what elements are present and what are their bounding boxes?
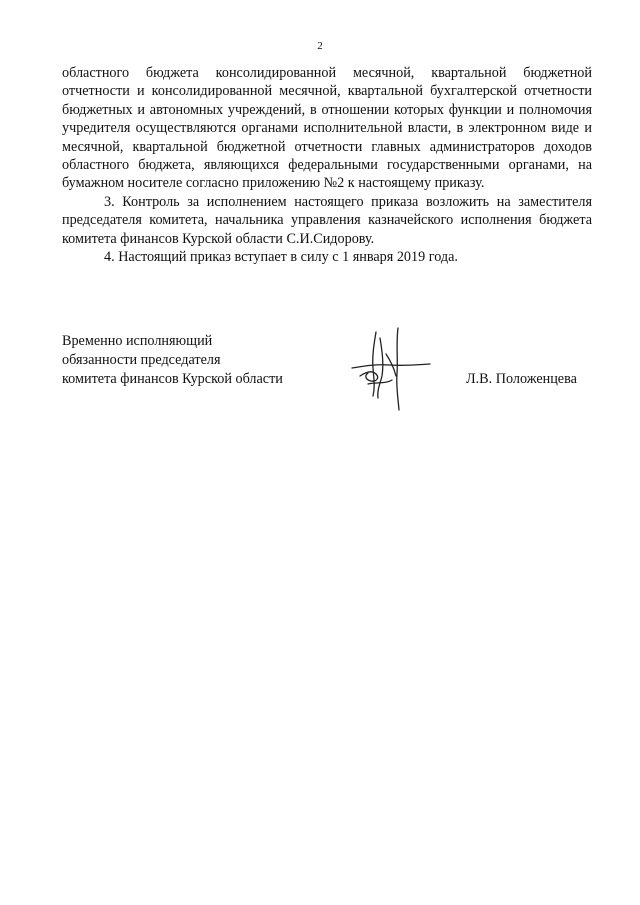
paragraph-continuation: областного бюджета консолидированной месячной, квартальной бюджетной отчетности и консолидированной месячной, квартальной бухгалтерской отчетности бюджетных и автономных учреждений, в отношении которых функции и полномочия учредителя осуществляются органами исполнительной власти, в электронном виде и месячной, квартальной бюджетной отчетности главных администраторов доходов областного бюджета, являющихся федеральными государственными органами, на бумажном носителе согласно приложению №2 к настоящему приказу. [62,65,592,192]
handwritten-signature [346,324,436,414]
signer-position [62,332,283,389]
position-line: Временно исполняющий [62,333,213,349]
position-line: обязанности председателя [62,352,221,368]
position-line: комитета финансов Курской области [62,371,283,387]
document-body [62,64,592,266]
signer-name: Л.В. Положенцева [466,371,577,387]
page-number: 2 [317,40,323,52]
signature-block [62,332,592,412]
paragraph-item-3: 3. Контроль за исполнением настоящего приказа возложить на заместителя председателя комитета, начальника управления казначейского исполнения бюджета комитета финансов Курской области С.И.Сидорову. [62,193,592,247]
paragraph-item-4: 4. Настоящий приказ вступает в силу с 1 января 2019 года. [104,249,458,266]
